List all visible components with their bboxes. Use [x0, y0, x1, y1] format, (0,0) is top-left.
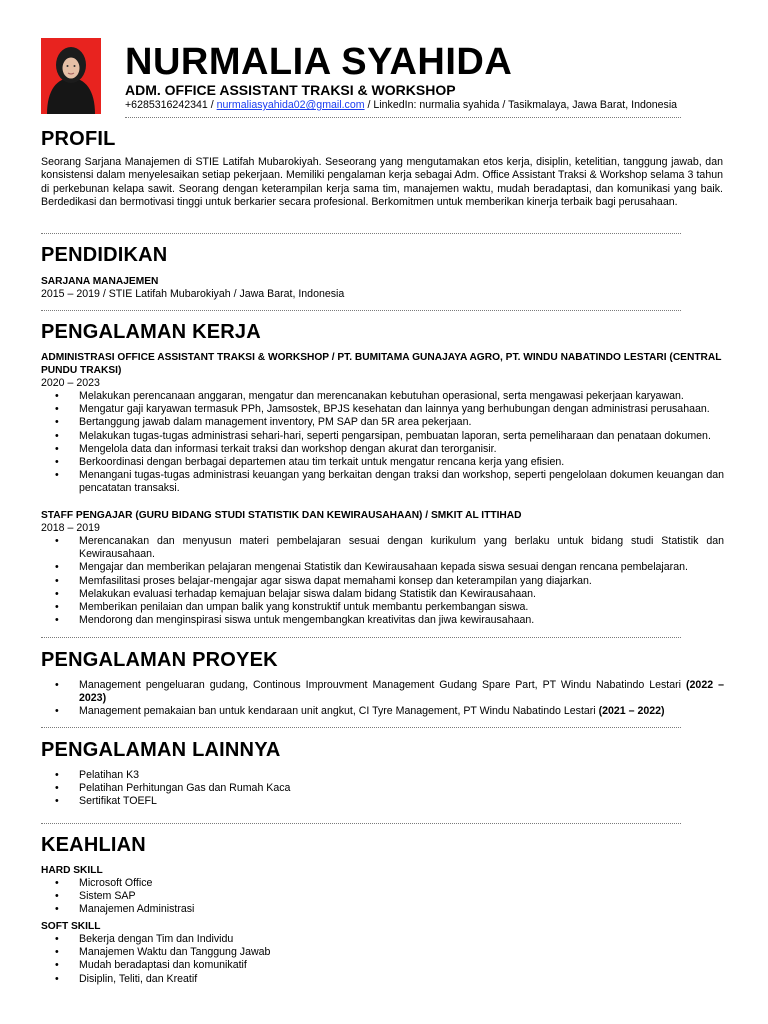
list-item: • Manajemen Administrasi [41, 903, 724, 916]
list-item: • Merencanakan dan menyusun materi pembelajaran sesuai dengan kurikulum yang berlaku untuk bidang studi Statistik dan Kewirausahaan. [41, 535, 724, 561]
divider [41, 637, 681, 638]
education-detail: 2015 – 2019 / STIE Latifah Mubarokiyah / Jawa Barat, Indonesia [41, 288, 345, 300]
profile-photo [41, 38, 101, 114]
job-period-1: 2020 – 2023 [41, 377, 100, 389]
job-1-duties [41, 390, 724, 496]
list-item: • Berkoordinasi dengan berbagai departemen atau tim terkait untuk mengatur rencana kerja yang efisien. [41, 456, 724, 469]
list-item: • Mudah beradaptasi dan komunikatif [41, 959, 724, 972]
candidate-name: NURMALIA SYAHIDA [125, 41, 513, 83]
list-item [41, 705, 724, 718]
list-item: • Mengajar dan memberikan pelajaran mengenai Statistik dan Kewirausahaan kepada siswa sesuai dengan rencana pembelajaran. [41, 561, 724, 574]
other-experience-list [41, 769, 724, 809]
list-item: • Sertifikat TOEFL [41, 795, 724, 808]
hard-skill-label: HARD SKILL [41, 865, 103, 876]
section-heading-kerja: PENGALAMAN KERJA [41, 321, 261, 343]
section-heading-proyek: PENGALAMAN PROYEK [41, 649, 278, 671]
hard-skill-list [41, 877, 724, 917]
job-title-1: ADMINISTRASI OFFICE ASSISTANT TRAKSI & WORKSHOP / PT. BUMITAMA GUNAJAYA AGRO, PT. WINDU NABATINDO LESTARI (CENTRAL PUNDU TRAKSI) [41, 352, 722, 376]
list-item: • Manajemen Waktu dan Tanggung Jawab [41, 946, 724, 959]
list-item: • Disiplin, Teliti, dan Kreatif [41, 973, 724, 986]
soft-skill-list [41, 933, 724, 986]
contact-rest: / LinkedIn: nurmalia syahida / Tasikmalaya, Jawa Barat, Indonesia [364, 99, 678, 111]
list-item: • Pelatihan K3 [41, 769, 724, 782]
project-text: Management pengeluaran gudang, Continous Improuvment Management Gudang Spare Part, PT Windu Nabatindo Lestari [79, 679, 687, 691]
list-item: • Memfasilitasi proses belajar-mengajar agar siswa dapat memahami konsep dan keterampilan yang diajarkan. [41, 575, 724, 588]
section-heading-pendidikan: PENDIDIKAN [41, 244, 168, 266]
soft-skill-label: SOFT SKILL [41, 921, 101, 932]
divider [41, 823, 681, 824]
section-heading-keahlian: KEAHLIAN [41, 834, 146, 856]
profil-text: Seorang Sarjana Manajemen di STIE Latifah Mubarokiyah. Seseorang yang mengutamakan etos kerja, disiplin, ketelitian, tanggung jawab, dan konsistensi dalam menyelesaikan setiap pekerjaan. Memiliki pengalaman kerja sebagai Adm. Office Assistant Traksi & Workshop selama 3 tahun di perkebunan kelapa sawit. Seorang dengan keterampilan kerja sama tim, manajemen waktu, mudah beradaptasi, dan komunikasi yang baik. Berdedikasi dan bermotivasi tinggi untuk berkarier secara profesional. Berkomitmen untuk memberikan kinerja terbaik bagi perusahaan. [41, 156, 723, 208]
project-list [41, 679, 724, 719]
job-title: ADM. OFFICE ASSISTANT TRAKSI & WORKSHOP [125, 82, 456, 98]
contact-line [125, 99, 677, 112]
list-item: • Melakukan tugas-tugas administrasi sehari-hari, seperti pengarsipan, pembuatan laporan, serta pemeliharaan dan penataan dokumen. [41, 430, 724, 443]
job-2-duties [41, 535, 724, 627]
divider [125, 117, 681, 118]
list-item: • Pelatihan Perhitungan Gas dan Rumah Kaca [41, 782, 724, 795]
email-link[interactable]: nurmaliasyahida02@gmail.com [216, 99, 365, 111]
project-year: (2021 – 2022) [598, 705, 665, 718]
list-item: • Mengatur gaji karyawan termasuk PPh, Jamsostek, BPJS kesehatan dan lainnya yang berhubungan dengan administrasi perusahaan. [41, 403, 724, 416]
divider [41, 310, 681, 311]
contact-separator: / [207, 99, 217, 111]
list-item: • Melakukan evaluasi terhadap kemajuan belajar siswa dalam bidang Statistik dan Kewirausahaan. [41, 588, 724, 601]
job-period-2: 2018 – 2019 [41, 522, 100, 534]
list-item: • Bekerja dengan Tim dan Individu [41, 933, 724, 946]
divider [41, 727, 681, 728]
project-year: (2022 – 2023) [79, 679, 724, 705]
list-item: • Mengelola data dan informasi terkait traksi dan workshop dengan akurat dan terorganisir. [41, 443, 724, 456]
list-item: • Sistem SAP [41, 890, 724, 903]
degree-title: SARJANA MANAJEMEN [41, 276, 159, 287]
list-item: • Memberikan penilaian dan umpan balik yang konstruktif untuk membantu perkembangan siswa. [41, 601, 724, 614]
list-item: • Melakukan perencanaan anggaran, mengatur dan merencanakan kebutuhan operasional, serta mengawasi pekerjaan karyawan. [41, 390, 724, 403]
job-title-2: STAFF PENGAJAR (GURU BIDANG STUDI STATISTIK DAN KEWIRAUSAHAAN) / SMKIT AL ITTIHAD [41, 510, 522, 521]
list-item: • Microsoft Office [41, 877, 724, 890]
section-heading-lainnya: PENGALAMAN LAINNYA [41, 739, 281, 761]
project-text: Management pemakaian ban untuk kendaraan unit angkut, CI Tyre Management, PT Windu Nabatindo Lestari [79, 705, 599, 718]
phone-number: +6285316242341 [125, 99, 208, 111]
list-item: • Menangani tugas-tugas administrasi keuangan yang berkaitan dengan traksi dan workshop, seperti pengelolaan dokumen keuangan dan pencatatan transaksi. [41, 469, 724, 495]
list-item: • Mendorong dan menginspirasi siswa untuk mengembangkan kreativitas dan jiwa kewirausahaan. [41, 614, 724, 627]
list-item: • Bertanggung jawab dalam management inventory, PM SAP dan 5R area pekerjaan. [41, 416, 724, 429]
list-item [41, 679, 724, 705]
divider [41, 233, 681, 234]
section-heading-profil: PROFIL [41, 128, 116, 150]
